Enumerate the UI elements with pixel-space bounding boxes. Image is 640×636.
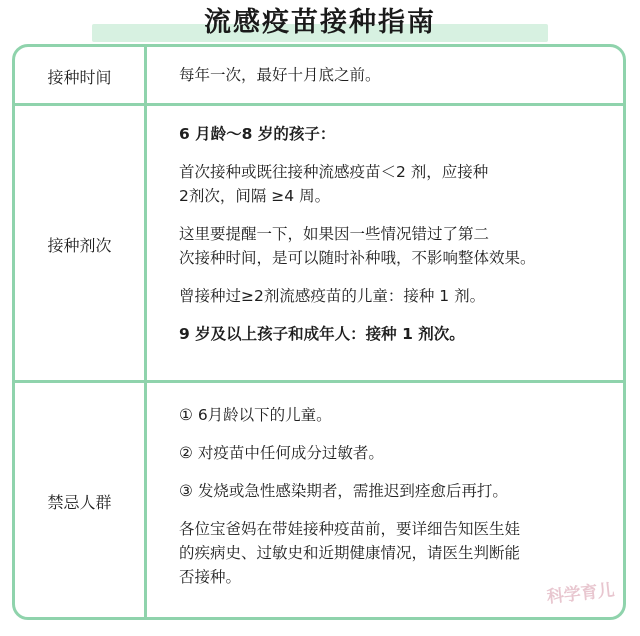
watermark-logo: 科学育儿 <box>545 580 616 608</box>
row-content <box>179 403 609 589</box>
row-label: 禁忌人群 <box>15 383 147 620</box>
content-heading: 6 月龄～8 岁的孩子： <box>179 125 336 143</box>
table-row <box>15 47 623 105</box>
row-label: 接种时间 <box>15 47 147 105</box>
content-line: 2剂次，间隔 ≥4 周。 <box>179 187 331 205</box>
content-line: 每年一次，最好十月底之前。 <box>179 66 381 84</box>
row-content <box>179 122 609 346</box>
content-line: 首次接种或既往接种流感疫苗＜2 剂，应接种 <box>179 163 489 181</box>
table-row <box>15 103 623 383</box>
row-content <box>179 63 609 87</box>
content-line: 各位宝爸妈在带娃接种疫苗前，要详细告知医生娃 <box>179 520 521 538</box>
content-line: 这里要提醒一下，如果因一些情况错过了第二 <box>179 225 490 243</box>
guide-table <box>12 44 626 620</box>
content-line: 曾接种过≥2剂流感疫苗的儿童：接种 1 剂。 <box>179 287 486 305</box>
table-row <box>15 380 623 620</box>
row-label: 接种剂次 <box>15 106 147 383</box>
content-line: 的疾病史、过敏史和近期健康情况，请医生判断能 <box>179 544 521 562</box>
page-title: 流感疫苗接种指南 <box>204 7 436 38</box>
content-line: ③ 发烧或急性感染期者，需推迟到痊愈后再打。 <box>179 482 508 500</box>
content-line: ① 6月龄以下的儿童。 <box>179 406 332 424</box>
content-heading: 9 岁及以上孩子和成年人：接种 1 剂次。 <box>179 325 465 343</box>
content-line: ② 对疫苗中任何成分过敏者。 <box>179 444 384 462</box>
content-line: 否接种。 <box>179 568 242 586</box>
content-line: 次接种时间，是可以随时补种哦，不影响整体效果。 <box>179 249 536 267</box>
